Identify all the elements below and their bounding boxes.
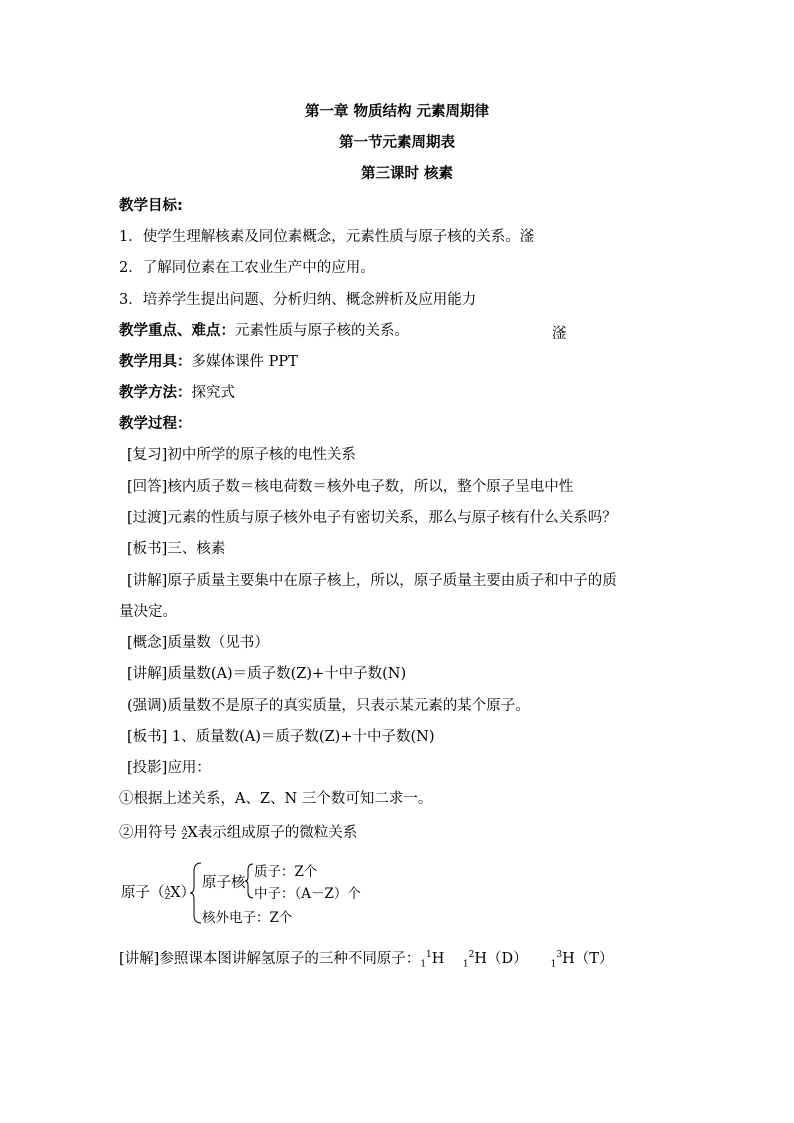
objective-item: 3．培养学生提出问题、分析归纳、概念辨析及应用能力: [119, 292, 477, 308]
method-label: 教学方法：: [119, 385, 192, 401]
atom-label: 原子（ A Z X）: [121, 885, 196, 901]
nucleus-label: 原子核: [202, 875, 246, 891]
process-line: [回答]核内质子数＝核电荷数＝核外电子数，所以，整个原子呈电中性: [127, 479, 574, 495]
objective-item: 2．了解同位素在工农业生产中的应用。: [119, 260, 375, 276]
objective-text: 1．使学生理解核素及同位素概念，元素性质与原子核的关系。: [119, 229, 520, 245]
keypoints-label: 教学重点、难点：: [119, 323, 235, 339]
process-line: [投影]应用：: [127, 760, 211, 776]
symbol-after: 表示组成原子的微粒关系: [197, 825, 358, 841]
process-line: [板书] 1、质量数(A)＝质子数(Z)+十中子数(N): [127, 729, 435, 745]
tools-line: [119, 353, 298, 371]
process-line: [板书]三、核素: [127, 541, 226, 557]
stamp-char: 滏: [519, 229, 535, 245]
objective-item: [119, 228, 534, 246]
chapter-title: 第一章 物质结构 元素周期律: [304, 104, 490, 120]
method-text: 探究式: [191, 385, 235, 401]
tools-text: 多媒体课件 PPT: [191, 354, 298, 370]
process-line: [讲解]原子质量主要集中在原子核上，所以，原子质量主要由质子和中子的质: [127, 573, 617, 589]
neutron-line: 中子：（A－Z）个: [254, 886, 361, 902]
process-line: [讲解]质量数(A)＝质子数(Z)+十中子数(N): [127, 666, 407, 682]
process-line: (强调)质量数不是原子的真实质量，只表示某元素的某个原子。: [127, 698, 530, 714]
objectives-heading: 教学目标:: [119, 198, 183, 214]
process-line: [概念]质量数（见书）: [127, 635, 269, 651]
process-line: [复习]初中所学的原子核的电性关系: [127, 447, 356, 463]
tools-label: 教学用具：: [119, 354, 192, 370]
method-line: [119, 384, 235, 402]
symbol-line: [119, 824, 357, 842]
section-title: 第一节元素周期表: [339, 135, 455, 151]
keypoints-text: 元素性质与原子核的关系。: [235, 323, 409, 339]
process-line: 量决定。: [119, 604, 177, 620]
nuclide-notation: A Z: [181, 825, 188, 841]
keypoints-line: [119, 322, 409, 340]
lesson-title: 第三课时 核素: [360, 166, 454, 182]
process-line: [过渡]元素的性质与原子核外电子有密切关系，那么与原子核有什么关系吗？: [127, 510, 617, 526]
proton-line: 质子：Z个: [254, 864, 318, 880]
symbol-x: X: [187, 825, 198, 841]
process-line: ①根据上述关系，A、Z、N 三个数可知二求一。: [119, 791, 433, 807]
nuclide-notation: A Z: [164, 885, 171, 901]
stamp-char: 滏: [552, 326, 567, 342]
process-heading: 教学过程：: [119, 416, 192, 432]
hydrogen-line: [讲解]参照课本图讲解氢原子的三种不同原子：$_1^1$H $_1^2$H（D） $_1^3$H（T）: [119, 950, 614, 970]
symbol-before: ②用符号: [119, 825, 182, 841]
electron-line: 核外电子：Z个: [202, 910, 293, 926]
